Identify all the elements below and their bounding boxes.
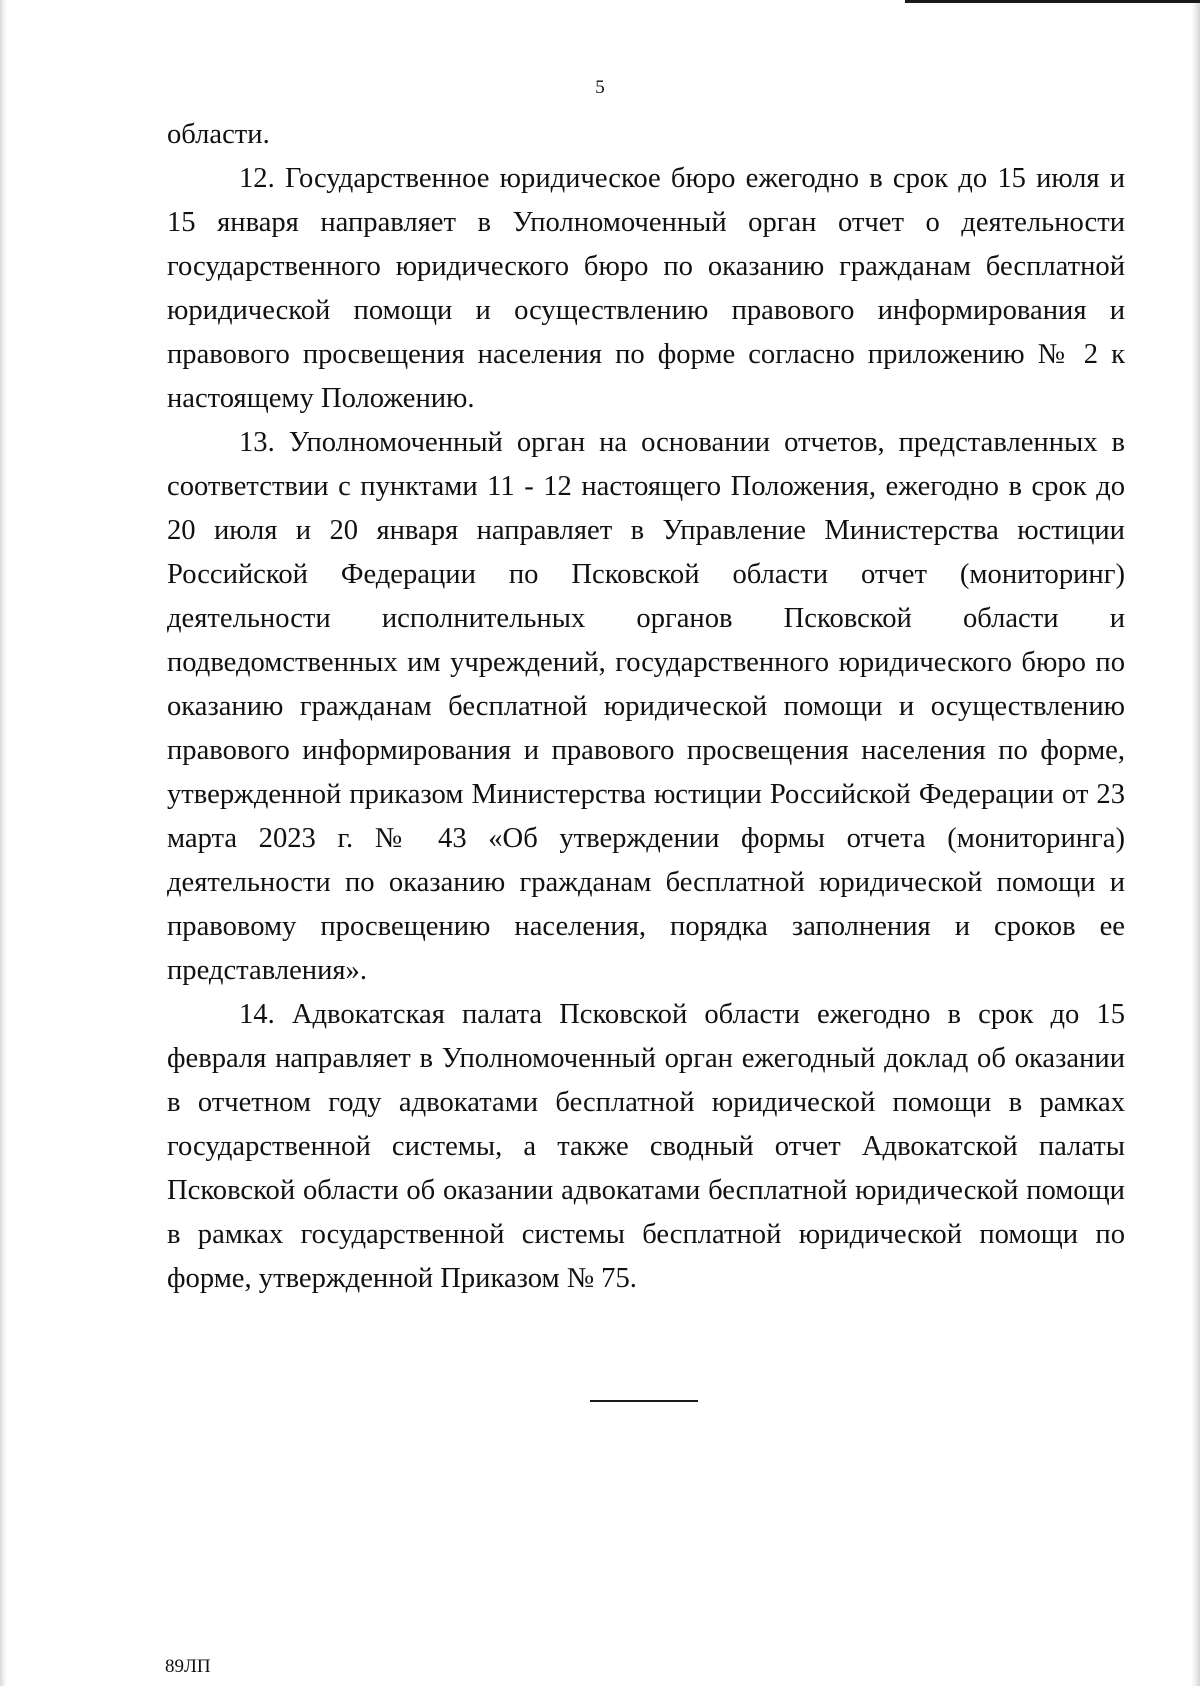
- scan-edge-left: [0, 0, 7, 1686]
- paragraph-13: 13. Уполномоченный орган на основании отчетов, представленных в соответствии с пунктами 11 - 12 настоящего Положения, ежегодно в срок до 20 июля и 20 января направляет в Управление Министерства юстиции Российской Федерации по Псковской области отчет (мониторинг) деятельности исполнительных органов Псковской области и подведомственных им учреждений, государственного юридического бюро по оказанию гражданам бесплатной юридической помощи и осуществлению правового информирования и правового просвещения населения по форме, утвержденной приказом Министерства юстиции Российской Федерации от 23 марта 2023 г. № 43 «Об утверждении формы отчета (мониторинга) деятельности по оказанию гражданам бесплатной юридической помощи и правовому просвещению населения, порядка заполнения и сроков ее представления».: [167, 427, 1125, 986]
- end-of-text-rule: [590, 1400, 698, 1402]
- scan-edge-right: [1191, 0, 1200, 1686]
- document-body: [167, 113, 1125, 1301]
- top-edge-rule: [905, 0, 1200, 3]
- document-code: 89ЛП: [165, 1656, 211, 1677]
- continuation-text: области.: [167, 119, 270, 150]
- paragraph-14: 14. Адвокатская палата Псковской области ежегодно в срок до 15 февраля направляет в Уполномоченный орган ежегодный доклад об оказании в отчетном году адвокатами бесплатной юридической помощи в рамках государственной системы, а также сводный отчет Адвокатской палаты Псковской области об оказании адвокатами бесплатной юридической помощи в рамках государственной системы бесплатной юридической помощи по форме, утвержденной Приказом № 75.: [167, 999, 1125, 1294]
- page-number: 5: [595, 77, 605, 98]
- paragraph-12: 12. Государственное юридическое бюро ежегодно в срок до 15 июля и 15 января направляет в Уполномоченный орган отчет о деятельности государственного юридического бюро по оказанию гражданам бесплатной юридической помощи и осуществлению правового информирования и правового просвещения населения по форме согласно приложению № 2 к настоящему Положению.: [167, 163, 1125, 414]
